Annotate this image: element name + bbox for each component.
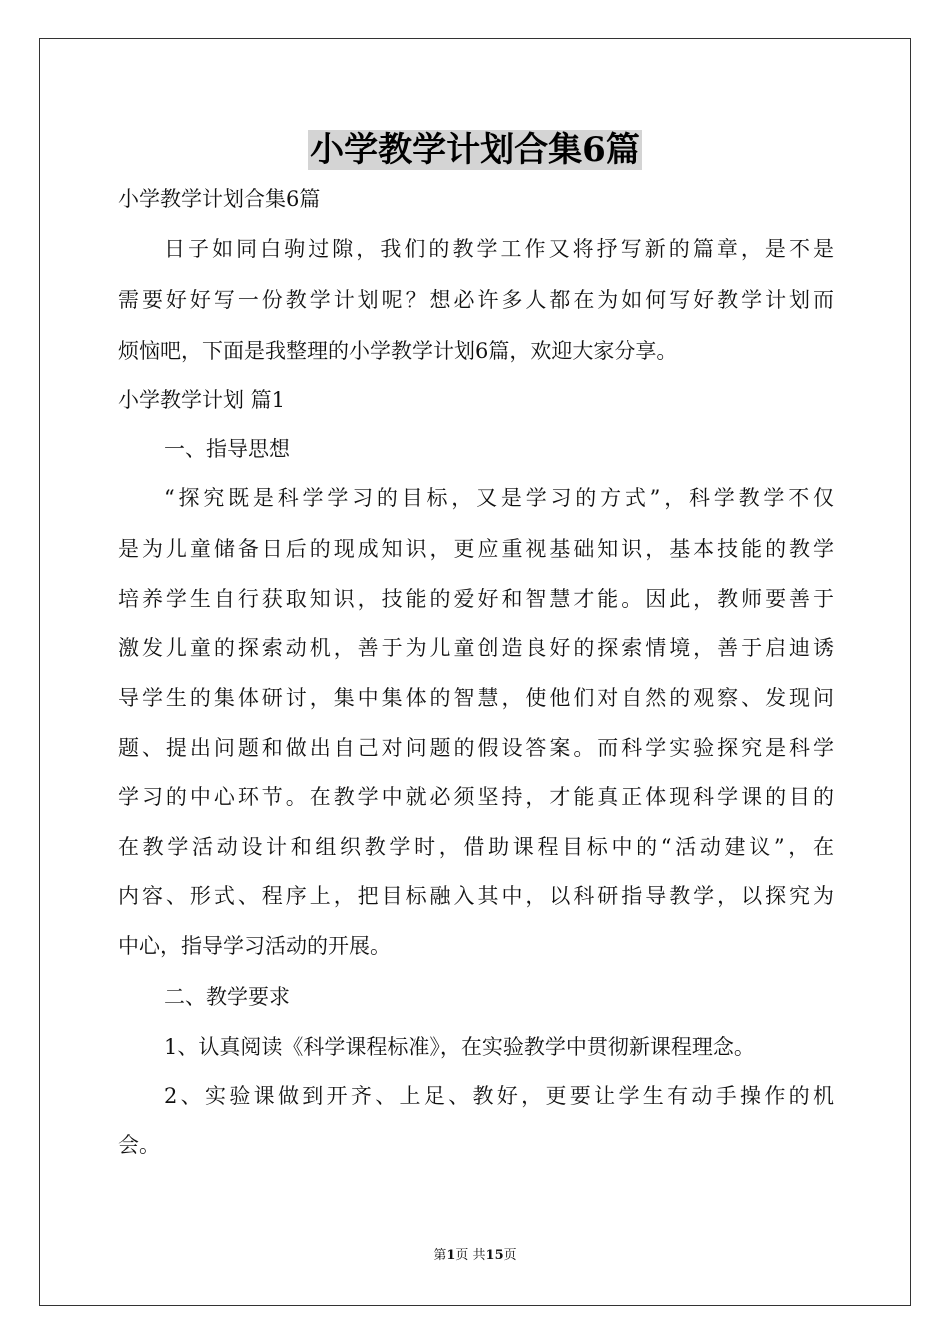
document-subtitle: 小学教学计划合集6篇 xyxy=(118,187,321,211)
section-title: 小学教学计划 篇1 xyxy=(118,388,286,412)
para-line: 中心，指导学习活动的开展。 xyxy=(118,934,391,958)
para-line: 学习的中心环节。在教学中就必须坚持，才能真正体现科学课的目的 xyxy=(118,785,834,809)
document-title xyxy=(0,126,950,174)
page-footer xyxy=(0,1247,950,1265)
requirement-item: 会。 xyxy=(118,1133,160,1157)
para-line: 导学生的集体研讨，集中集体的智慧，使他们对自然的观察、发现问 xyxy=(118,686,834,710)
heading-guiding-thought: 一、指导思想 xyxy=(164,437,290,461)
intro-line: 日子如同白驹过隙，我们的教学工作又将抒写新的篇章，是不是 xyxy=(164,237,834,261)
intro-line: 需要好好写一份教学计划呢？想必许多人都在为如何写好教学计划而 xyxy=(118,288,834,312)
para-line: 内容、形式、程序上，把目标融入其中，以科研指导教学，以探究为 xyxy=(118,884,834,908)
para-line: 是为儿童储备日后的现成知识，更应重视基础知识，基本技能的教学 xyxy=(118,537,834,561)
footer-mid: 页 共 xyxy=(455,1248,486,1263)
footer-total-pages: 15 xyxy=(485,1248,504,1263)
para-line: 激发儿童的探索动机，善于为儿童创造良好的探索情境，善于启迪诱 xyxy=(118,636,834,660)
intro-line: 烦恼吧，下面是我整理的小学教学计划6篇，欢迎大家分享。 xyxy=(118,339,678,363)
page-border xyxy=(39,38,911,1306)
para-line: 培养学生自行获取知识，技能的爱好和智慧才能。因此，教师要善于 xyxy=(118,587,834,611)
requirement-item: 2、实验课做到开齐、上足、教好，更要让学生有动手操作的机 xyxy=(164,1084,834,1108)
document-title-text: 小学教学计划合集6篇 xyxy=(310,130,640,170)
footer-page-number: 1 xyxy=(446,1248,456,1263)
para-line: 在教学活动设计和组织教学时，借助课程目标中的“活动建议”，在 xyxy=(118,835,834,859)
heading-teaching-requirements: 二、教学要求 xyxy=(164,985,290,1009)
footer-suffix: 页 xyxy=(503,1248,517,1263)
footer-prefix: 第 xyxy=(433,1248,447,1263)
requirement-item: 1、认真阅读《科学课程标准》，在实验教学中贯彻新课程理念。 xyxy=(164,1035,755,1059)
para-line: 题、提出问题和做出自己对问题的假设答案。而科学实验探究是科学 xyxy=(118,736,834,760)
para-line: “探究既是科学学习的目标，又是学习的方式”，科学教学不仅 xyxy=(164,486,834,510)
